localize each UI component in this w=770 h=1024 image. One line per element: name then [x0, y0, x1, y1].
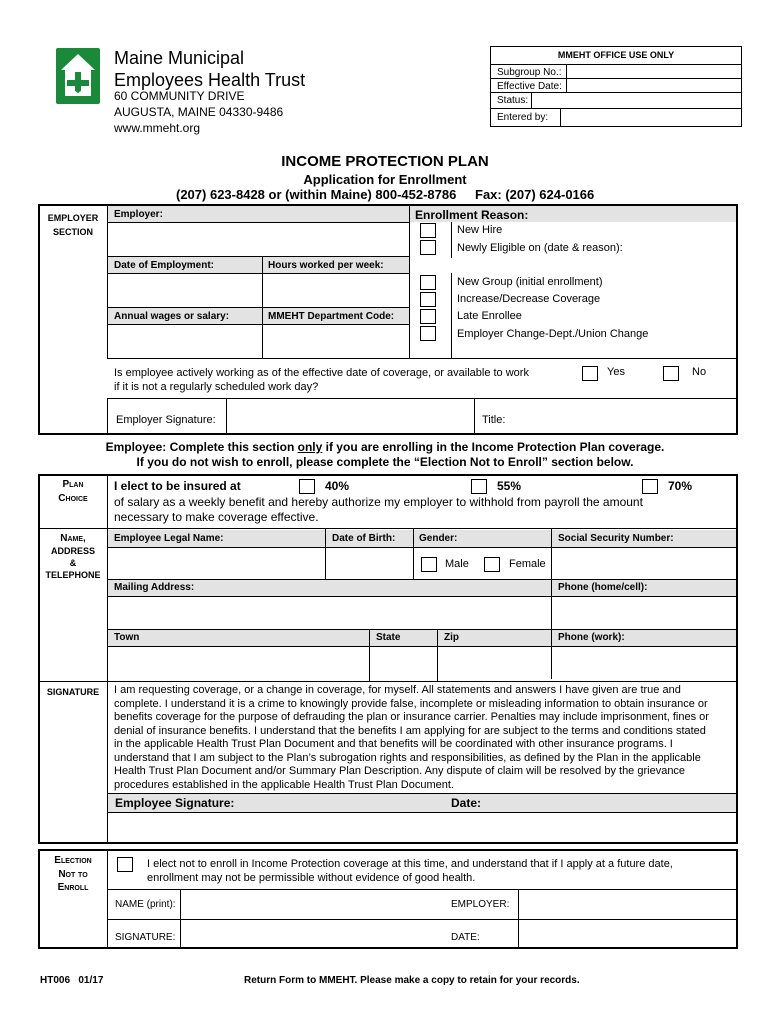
legal-name-label: Employee Legal Name:: [114, 533, 224, 544]
active-work-no-checkbox[interactable]: [663, 366, 679, 381]
plan-description: of salary as a weekly benefit and hereby authorize my employer to withhold from payroll the amount necessary to make coverage effective.: [114, 495, 643, 524]
subgroup-field[interactable]: [567, 65, 741, 78]
zip-field[interactable]: [438, 647, 551, 681]
contact-phone: (207) 623-8428 or (within Maine) 800-452-8786: [176, 187, 457, 202]
effective-date-label: Effective Date:: [497, 81, 562, 92]
gender-male-label: Male: [445, 558, 469, 570]
plan-55-label: 55%: [497, 479, 522, 493]
reason-newly-eligible-field[interactable]: [452, 256, 736, 273]
plan-40-label: 40%: [325, 479, 350, 493]
election-text: I elect not to enroll in Income Protection coverage at this time, and understand that if I apply at a future date, enrollment may not be permissible without evidence of good health.: [147, 858, 673, 884]
reason-new-group-checkbox[interactable]: [420, 275, 436, 290]
status-field[interactable]: [532, 93, 741, 108]
form-code: HT006 01/17: [40, 975, 104, 986]
gender-female-label: Female: [509, 558, 546, 570]
org-address2: AUGUSTA, MAINE 04330-9486: [114, 105, 284, 119]
election-name-label: NAME (print):: [115, 899, 176, 910]
plan-55-checkbox[interactable]: [471, 479, 487, 494]
name-address-label: Name, ADDRESS & TELEPHONE: [45, 533, 101, 580]
dept-code-label: MMEHT Department Code:: [268, 311, 395, 322]
reason-late-enrollee-checkbox[interactable]: [420, 309, 436, 324]
hours-label: Hours worked per week:: [268, 260, 384, 271]
reason-new-hire-checkbox[interactable]: [420, 223, 436, 238]
election-signature-label: SIGNATURE:: [115, 932, 176, 943]
active-work-yes-checkbox[interactable]: [582, 366, 598, 381]
wages-field[interactable]: [108, 325, 262, 358]
election-name-field[interactable]: [181, 890, 441, 919]
gender-female-checkbox[interactable]: [484, 557, 500, 572]
active-work-yes-label: Yes: [607, 366, 625, 378]
wages-label: Annual wages or salary:: [114, 311, 230, 322]
election-checkbox[interactable]: [117, 857, 133, 872]
phone-work-label: Phone (work):: [558, 632, 625, 643]
org-name-line1: Maine Municipal: [114, 48, 245, 68]
plan-70-checkbox[interactable]: [642, 479, 658, 494]
date-of-employment-label: Date of Employment:: [114, 260, 215, 271]
mailing-address-field[interactable]: [108, 597, 551, 629]
org-address1: 60 COMMUNITY DRIVE: [114, 89, 245, 103]
employer-signature-label: Employer Signature:: [116, 414, 216, 426]
town-field[interactable]: [108, 647, 369, 681]
active-work-question: Is employee actively working as of the effective date of coverage, or available to work if it is not a regularly scheduled work day?: [114, 367, 529, 393]
employee-instructions-line1: Employee: Complete this section only if you are enrolling in the Income Protection Plan coverage.: [105, 440, 665, 454]
election-date-field[interactable]: [519, 920, 736, 947]
gender-label: Gender:: [419, 533, 458, 544]
ssn-label: Social Security Number:: [558, 533, 674, 544]
employer-section-label: EMPLOYER SECTION: [47, 213, 99, 237]
dept-code-field[interactable]: [263, 325, 409, 358]
reason-increase-decrease-checkbox[interactable]: [420, 292, 436, 307]
footer-note: Return Form to MMEHT. Please make a copy to retain for your records.: [244, 975, 580, 986]
reason-employer-change: Employer Change-Dept./Union Change: [457, 328, 649, 340]
legal-name-field[interactable]: [108, 548, 325, 579]
reason-late-enrollee: Late Enrollee: [457, 310, 522, 322]
reason-increase-decrease: Increase/Decrease Coverage: [457, 293, 601, 305]
employee-signature-date-label: Date:: [451, 796, 482, 810]
entered-by-field[interactable]: [561, 109, 741, 126]
reason-new-hire: New Hire: [457, 224, 503, 236]
election-employer-label: EMPLOYER:: [451, 899, 510, 910]
active-work-no-label: No: [692, 366, 707, 378]
employee-signature-field[interactable]: [108, 813, 443, 842]
reason-newly-eligible-checkbox[interactable]: [420, 240, 436, 255]
form-title: INCOME PROTECTION PLAN: [281, 153, 489, 170]
zip-label: Zip: [444, 632, 459, 643]
employee-signature-label: Employee Signature:: [115, 796, 235, 810]
dob-label: Date of Birth:: [332, 533, 396, 544]
employee-instructions-line2: If you do not wish to enroll, please complete the “Election Not to Enroll” section below.: [136, 455, 634, 469]
office-use-title: MMEHT OFFICE USE ONLY: [557, 50, 675, 60]
state-label: State: [376, 632, 401, 643]
subgroup-label: Subgroup No.:: [497, 67, 562, 78]
signature-attestation: I am requesting coverage, or a change in coverage, for myself. All statements and answers I have given are true and complete. I understand it is a crime to knowingly provide false, incomplete or misleading information to obtain insurance or benefits coverage for the purpose of defrauding the plan or insurance carrier. Penalties may include imprisonment, fines or denial of insurance benefits. I understand that the benefits I am applying for are subject to the terms and conditions stated in the applicable Health Trust Plan Document and that benefits will be coordinated with other insurance programs. I understand that I am subject to the Plan’s subrogation rights and responsibilities, as defined by the Plan in the applicable Health Trust Plan Document and/or Summary Plan Description. Any dispute of claim will be resolved by the grievance procedures established in the applicable Health Trust Plan Document.: [114, 684, 709, 791]
ssn-field[interactable]: [552, 548, 736, 579]
hours-field[interactable]: [263, 274, 409, 307]
phone-home-field[interactable]: [552, 597, 736, 629]
employer-label: Employer:: [114, 209, 163, 220]
mailing-address-label: Mailing Address:: [114, 582, 195, 593]
entered-by-label: Entered by:: [497, 112, 549, 123]
plan-40-checkbox[interactable]: [299, 479, 315, 494]
state-field[interactable]: [370, 647, 437, 681]
employee-signature-date-field[interactable]: [445, 813, 736, 842]
reason-new-group: New Group (initial enrollment): [457, 276, 603, 288]
employer-field[interactable]: [108, 223, 409, 256]
org-name-line2: Employees Health Trust: [114, 70, 306, 90]
date-of-employment-field[interactable]: [108, 274, 262, 307]
contact-fax: Fax: (207) 624-0166: [475, 187, 595, 202]
election-date-label: DATE:: [451, 932, 480, 943]
plan-70-label: 70%: [668, 479, 693, 493]
elect-insured-label: I elect to be insured at: [114, 479, 241, 493]
reason-employer-change-checkbox[interactable]: [420, 326, 436, 341]
gender-male-checkbox[interactable]: [421, 557, 437, 572]
dob-field[interactable]: [326, 548, 413, 579]
enrollment-reason-title: Enrollment Reason:: [415, 208, 529, 222]
employer-signature-field[interactable]: [227, 399, 474, 433]
election-signature-field[interactable]: [181, 920, 441, 947]
phone-home-label: Phone (home/cell):: [558, 582, 648, 593]
effective-date-field[interactable]: [567, 79, 741, 92]
phone-work-field[interactable]: [552, 647, 736, 681]
signature-section-label: SIGNATURE: [46, 687, 100, 697]
town-label: Town: [114, 632, 140, 643]
status-label: Status:: [497, 95, 529, 106]
plan-choice-label: Plan Choice: [58, 479, 88, 504]
election-label: Election Not to Enroll: [54, 855, 92, 893]
mmeht-logo: [56, 48, 100, 104]
form-subtitle: Application for Enrollment: [303, 172, 467, 187]
org-website: www.mmeht.org: [114, 121, 201, 135]
reason-newly-eligible: Newly Eligible on (date & reason):: [457, 242, 623, 254]
employer-title-label: Title:: [482, 414, 506, 426]
employer-title-field[interactable]: [512, 399, 736, 433]
election-employer-field[interactable]: [519, 890, 736, 919]
